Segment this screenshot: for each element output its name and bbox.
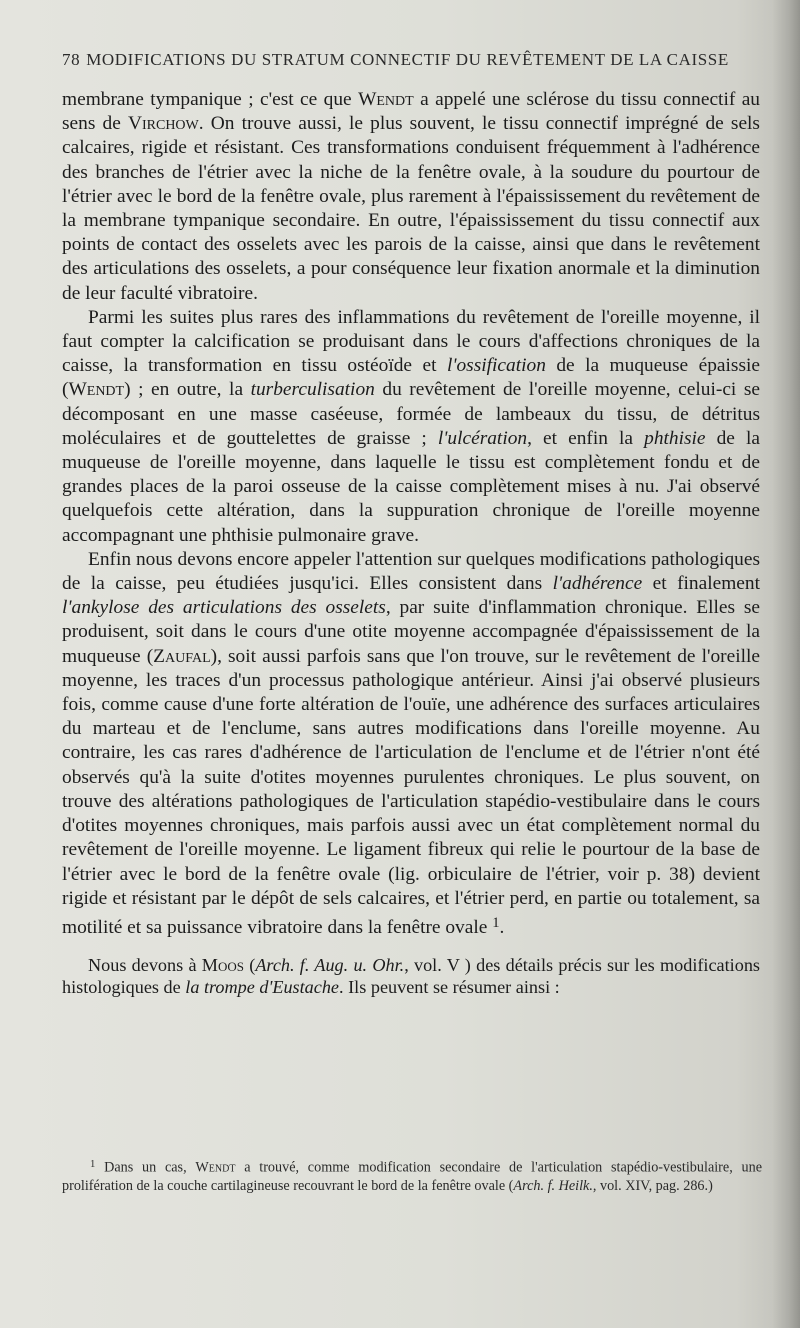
italic-term: l'ossification bbox=[446, 355, 546, 377]
footnote-reference: 1 bbox=[492, 914, 500, 931]
text-run: Nous devons à bbox=[88, 954, 202, 975]
text-run: . bbox=[499, 916, 505, 938]
author-name: Wendt bbox=[358, 89, 414, 110]
italic-citation: Arch. f. Aug. u. Ohr. bbox=[255, 954, 405, 975]
text-run: . On trouve aussi, le plus souvent, le tissu connectif imprégné de sels calcaires, rigide et résistant. Ces transformations conduisent fréquemment à l'adhérence des branches de l'étrier avec la niche de la fenêtre ovale, à la soudure du pourtour de l'étrier avec le bord de la fenêtre ovale, plus rarement à l'épaississement du revêtement de la membrane tympanique secondaire. En outre, l'épaississement du tissu connectif aux points de contact des osselets avec les parois de la caisse, ainsi que dans le revêtement des articulations des osselets, a pour conséquence leur fixation anormale et la diminution de leur faculté vibratoire. bbox=[62, 113, 760, 304]
paragraph-1 bbox=[62, 88, 760, 306]
text-run: , vol. V ) des détails précis sur les modifications histologiques de bbox=[62, 954, 761, 997]
text-run: Dans un cas, bbox=[95, 1159, 196, 1176]
text-run: membrane tympanique ; c'est ce que bbox=[62, 89, 359, 110]
running-title: MODIFICATIONS DU STRATUM CONNECTIF DU REVÊTEMENT DE LA CAISSE bbox=[86, 50, 729, 69]
text-run: . Ils peuvent se résumer ainsi : bbox=[339, 976, 560, 997]
italic-term: l'ulcération bbox=[437, 427, 528, 449]
running-header bbox=[62, 50, 760, 70]
text-run: ) ; en outre, la bbox=[124, 379, 251, 401]
page-number: 78 bbox=[62, 50, 81, 69]
footnote-mark: 1 bbox=[90, 1159, 96, 1170]
author-name: Wendt bbox=[68, 379, 125, 401]
paragraph-2 bbox=[62, 306, 760, 548]
text-run: de la muqueuse de l'oreille moyenne, dans laquelle le tissu est complètement fondu et de grandes places de la paroi osseuse de la caisse complètement mises à nu. J'ai observé quelquefois cette altération, dans la suppuration chronique de l'oreille moyenne accompagnant une phthisie pulmonaire grave. bbox=[62, 427, 760, 546]
author-name: Wendt bbox=[195, 1159, 236, 1176]
italic-citation: Arch. f. Heilk. bbox=[513, 1178, 593, 1195]
text-run: Enfin nous devons encore appeler l'attention sur quelques modifications pathologiques de la caisse, peu étudiées jusqu'ici. Elles consistent dans bbox=[62, 548, 760, 595]
author-name: Moos bbox=[201, 954, 244, 975]
paragraph-4 bbox=[62, 954, 760, 998]
text-run: a trouvé, comme modification secondaire de l'articulation stapédio-vestibulaire, une prolifération de la couche cartilagineuse recouvrant le bord de la fenêtre ovale ( bbox=[62, 1159, 762, 1195]
italic-term: phthisie bbox=[644, 427, 706, 449]
text-run: , et enfin la bbox=[527, 427, 645, 449]
text-run: et finalement bbox=[642, 573, 760, 595]
footnote-text bbox=[62, 1155, 762, 1196]
page-edge-shadow bbox=[772, 0, 800, 1328]
text-run: ( bbox=[243, 954, 256, 975]
text-run: du revêtement de l'oreille moyenne, celui-ci se décomposant en une masse caséeuse, formée de lambeaux du tissu, de détritus moléculaires et de gouttelettes de graisse ; bbox=[62, 379, 760, 449]
italic-term: l'ankylose des articulations des osselets bbox=[62, 597, 386, 619]
text-run: Parmi les suites plus rares des inflammations du revêtement de l'oreille moyenne, il faut compter la calcification se produisant dans le cours d'affections chroniques de la caisse, la transformation en tissu ostéoïde et bbox=[62, 306, 760, 377]
text-run: de la muqueuse épaissie ( bbox=[62, 355, 760, 401]
paragraph-3 bbox=[62, 548, 760, 940]
body-text bbox=[62, 88, 760, 998]
footnote bbox=[62, 1155, 762, 1196]
italic-term: turberculisation bbox=[250, 379, 375, 401]
italic-term: l'adhérence bbox=[552, 573, 643, 595]
text-run: , par suite d'inflammation chronique. Elles se produisent, soit dans le cours d'une otite moyenne accompagnée d'épaississement de la muqueuse ( bbox=[62, 597, 760, 667]
text-run: , vol. XIV, pag. 286.) bbox=[592, 1178, 713, 1195]
author-name: Virchow bbox=[127, 113, 199, 135]
text-run: a appelé une sclérose du tissu connectif au sens de bbox=[62, 89, 761, 135]
text-run: ), soit aussi parfois sans que l'on trouve, sur le revêtement de l'oreille moyenne, les traces d'un processus pathologique antérieur. Ainsi j'ai observé plusieurs fois, comme cause d'une forte altération de l'ouïe, une adhérence des surfaces articulaires du marteau et de l'enclume, sans autres modifications dans l'oreille moyenne. Au contraire, les cas rares d'adhérence de l'articulation de l'enclume et de l'étrier n'ont été observés qu'à la suite d'otites moyennes purulentes chroniques. Le plus souvent, on trouve des altérations pathologiques de l'articulation stapédio-vestibulaire dans le cours d'otites moyennes chroniques, mais parfois aussi avec un état complètement normal du revêtement de l'oreille moyenne. Le ligament fibreux qui relie le pourtour de la base de l'étrier avec le bord de la fenêtre ovale (lig. orbiculaire de l'étrier, voir p. 38) devient rigide et résistant par le dépôt de sels calcaires, et l'étrier perd, en partie ou totalement, sa motilité et sa puissance vibratoire dans la fenêtre ovale bbox=[62, 645, 760, 938]
author-name: Zaufal bbox=[153, 645, 211, 667]
italic-term: la trompe d'Eustache bbox=[185, 976, 340, 997]
